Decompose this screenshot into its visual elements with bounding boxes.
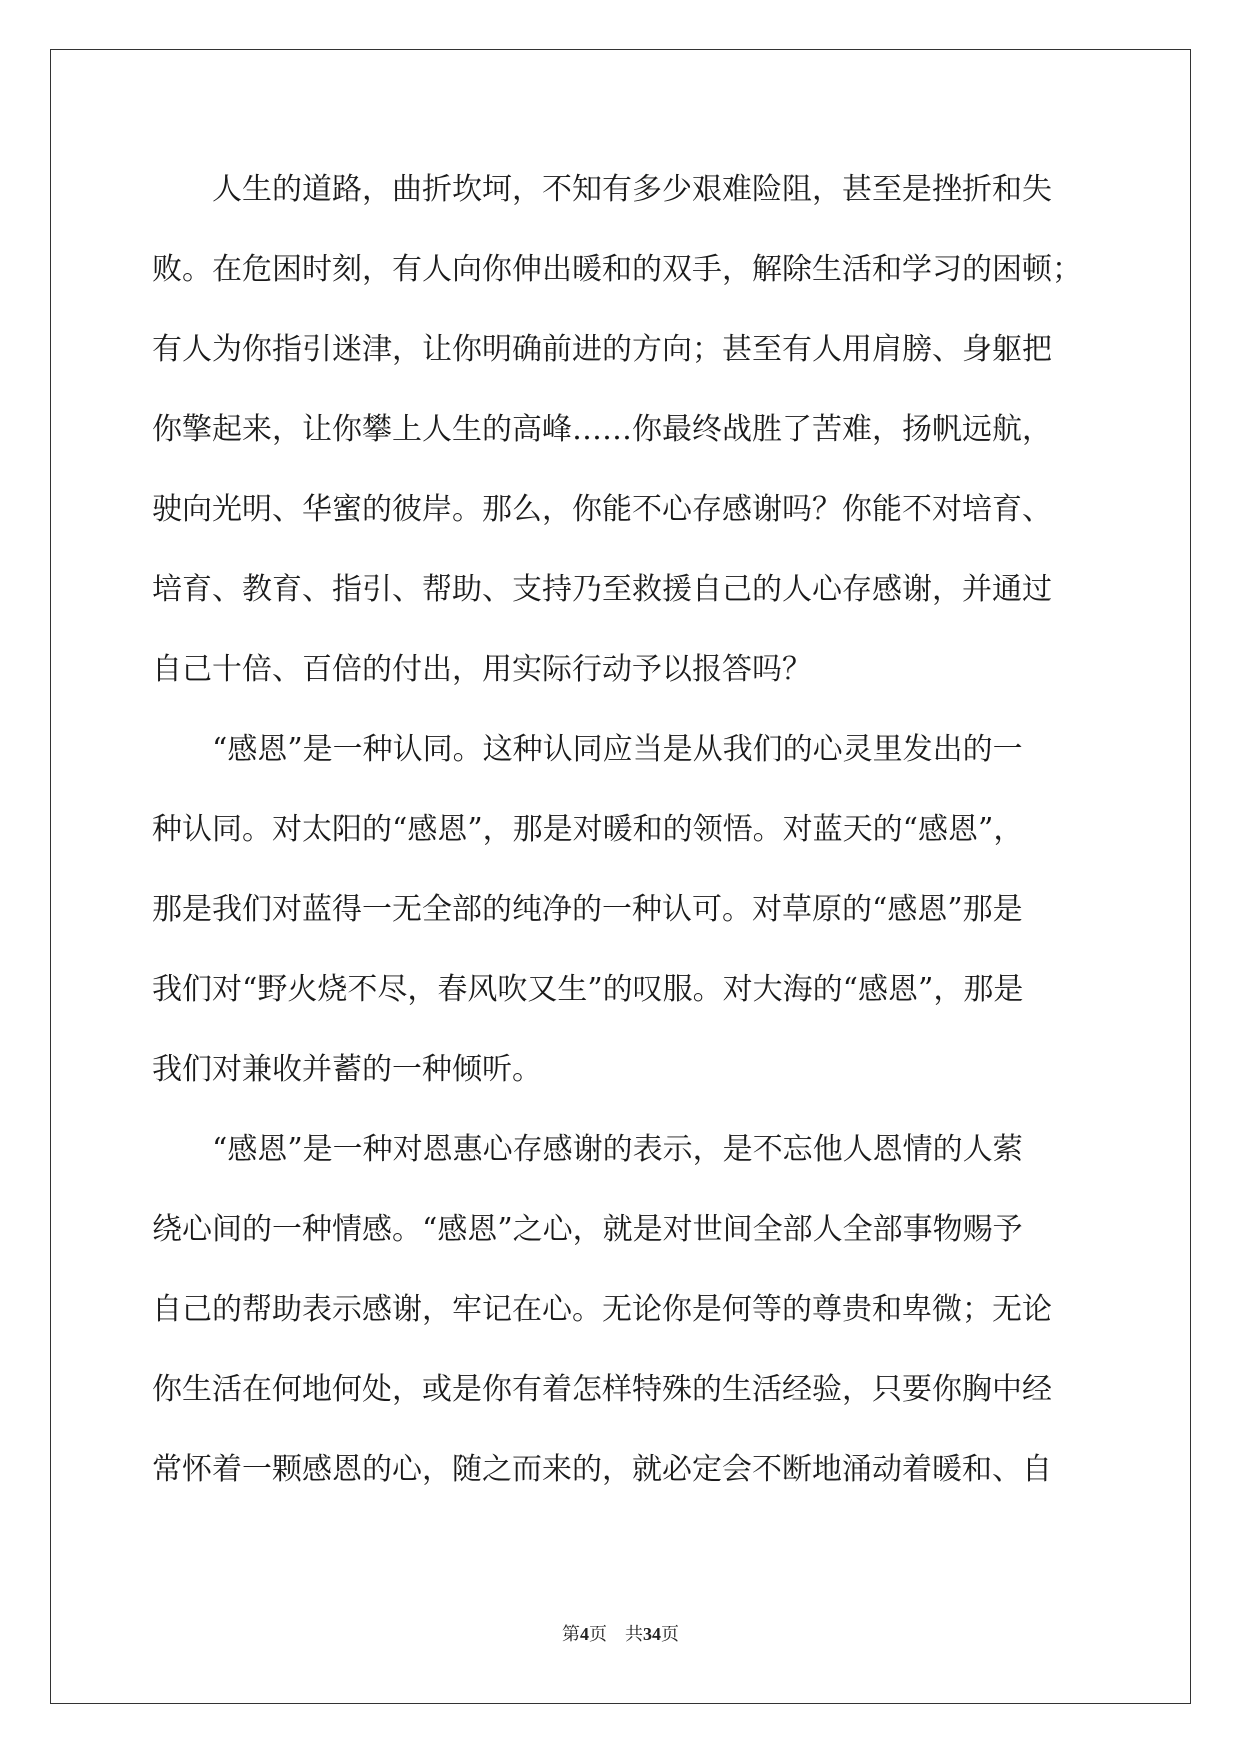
body-line: 我们对“野火烧不尽，春风吹又生”的叹服。对大海的“感恩”，那是 [152, 972, 1024, 1007]
page-prefix: 第 [562, 1624, 580, 1644]
body-line: “感恩”是一种对恩惠心存感谢的表示，是不忘他人恩情的人萦 [212, 1132, 1023, 1167]
body-line: 败。在危困时刻，有人向你伸出暖和的双手，解除生活和学习的困顿； [152, 252, 1082, 287]
body-line: “感恩”是一种认同。这种认同应当是从我们的心灵里发出的一 [212, 732, 1023, 767]
body-line: 我们对兼收并蓄的一种倾听。 [152, 1052, 542, 1087]
total-suffix: 页 [661, 1624, 679, 1644]
body-line: 驶向光明、华蜜的彼岸。那么，你能不心存感谢吗？你能不对培育、 [152, 492, 1052, 527]
body-line: 那是我们对蓝得一无全部的纯净的一种认可。对草原的“感恩”那是 [152, 892, 1023, 927]
body-line: 自己的帮助表示感谢，牢记在心。无论你是何等的尊贵和卑微；无论 [152, 1292, 1052, 1327]
page-footer [0, 1620, 1241, 1646]
body-line: 种认同。对太阳的“感恩”，那是对暖和的领悟。对蓝天的“感恩”， [152, 812, 1024, 847]
page-number: 4 [580, 1624, 589, 1644]
total-pages: 34 [643, 1624, 661, 1644]
body-line: 人生的道路，曲折坎坷，不知有多少艰难险阻，甚至是挫折和失 [212, 172, 1052, 207]
body-line: 有人为你指引迷津，让你明确前进的方向；甚至有人用肩膀、身躯把 [152, 332, 1052, 367]
body-line: 常怀着一颗感恩的心，随之而来的，就必定会不断地涌动着暖和、自 [152, 1452, 1052, 1487]
body-line: 培育、教育、指引、帮助、支持乃至救援自己的人心存感谢，并通过 [152, 572, 1052, 607]
body-line: 自己十倍、百倍的付出，用实际行动予以报答吗？ [152, 652, 812, 687]
page-suffix: 页 [589, 1624, 607, 1644]
total-prefix: 共 [625, 1624, 643, 1644]
body-line: 你生活在何地何处，或是你有着怎样特殊的生活经验，只要你胸中经 [152, 1372, 1052, 1407]
body-line: 你擎起来，让你攀上人生的高峰……你最终战胜了苦难，扬帆远航， [152, 412, 1052, 447]
body-line: 绕心间的一种情感。“感恩”之心，就是对世间全部人全部事物赐予 [152, 1212, 1023, 1247]
document-body [152, 163, 1092, 1523]
